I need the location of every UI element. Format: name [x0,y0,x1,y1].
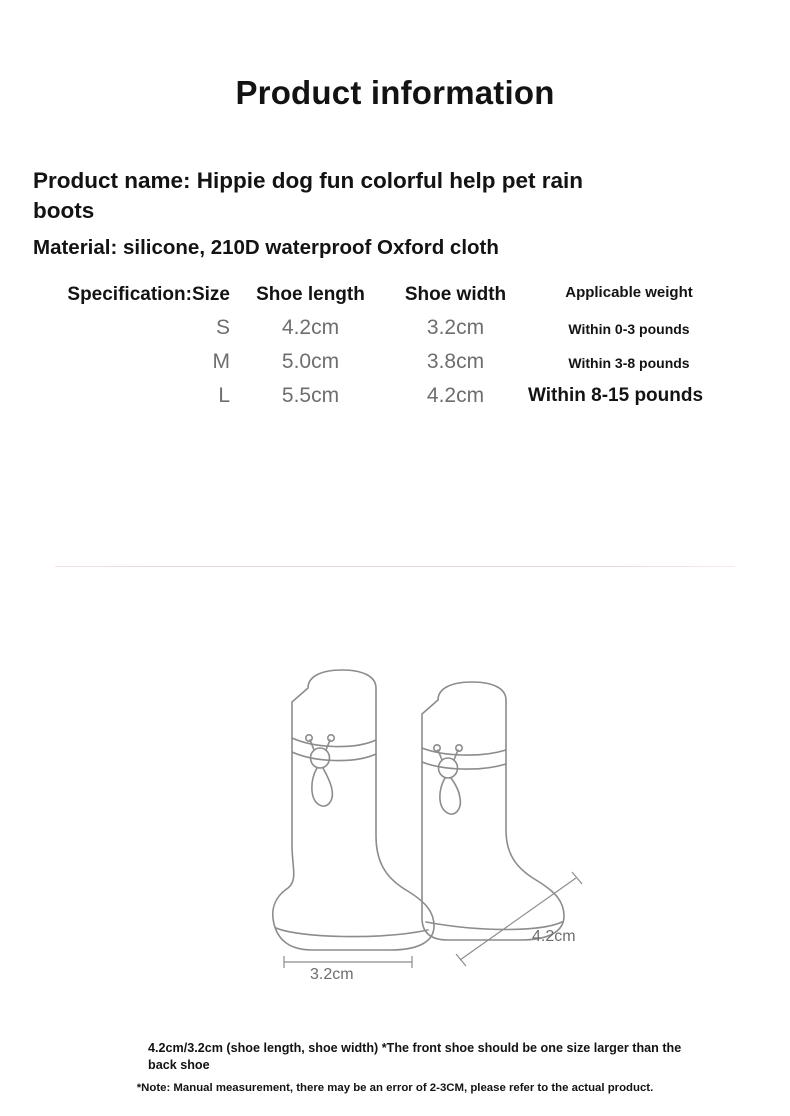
boots-illustration [180,640,630,1020]
column-header-size [55,284,238,306]
cell-applicable-weight: Within 0-3 pounds [568,321,690,337]
dimension-label-length: 4.2cm [532,928,576,945]
cell-shoe-width: 3.8cm [426,350,485,373]
table-row [55,316,755,340]
boots-line-drawing-icon [180,640,630,1020]
column-header-shoe-length: Shoe length [256,284,365,305]
spec-prefix-label: Specification: [67,284,192,305]
table-row [55,350,755,374]
column-header-size-label: Size [191,284,230,305]
column-header-shoe-width: Shoe width [404,284,507,305]
cell-applicable-weight: Within 3-8 pounds [568,355,690,371]
specification-table [55,284,755,408]
page-title: Product information [235,74,555,111]
cell-applicable-weight: Within 8-15 pounds [528,385,704,406]
cell-shoe-width: 4.2cm [426,384,485,407]
cell-size: L [218,384,230,407]
table-row [55,384,755,408]
cell-shoe-length: 5.0cm [281,350,340,373]
cell-size: S [215,316,230,339]
cell-size: M [212,350,230,373]
cell-shoe-width: 3.2cm [426,316,485,339]
product-material: Material: silicone, 210D waterproof Oxford cloth [33,236,499,259]
product-name: Product name: Hippie dog fun colorful help pet rain boots [33,168,584,223]
dimension-label-width: 3.2cm [310,966,354,983]
table-header-row [55,284,755,306]
column-header-applicable-weight: Applicable weight [565,284,693,301]
cell-shoe-length: 5.5cm [281,384,340,407]
section-divider [55,566,735,567]
footer-note: *Note: Manual measurement, there may be an error of 2-3CM, please refer to the actual product. [136,1082,654,1094]
footer-caption: 4.2cm/3.2cm (shoe length, shoe width) *The front shoe should be one size larger than the back shoe [148,1041,682,1072]
cell-shoe-length: 4.2cm [281,316,340,339]
